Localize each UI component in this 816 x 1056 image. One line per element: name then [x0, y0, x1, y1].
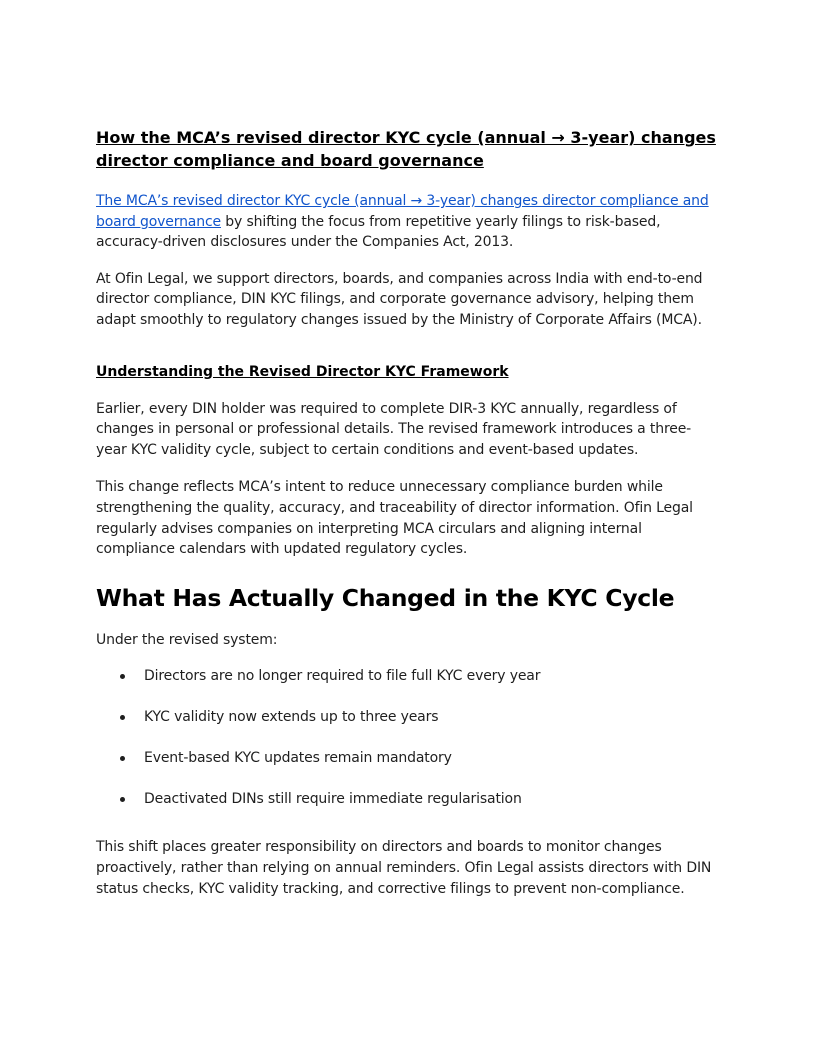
document-title: How the MCA’s revised director KYC cycle (annual → 3-year) changes director compliance and board governance: [96, 128, 716, 170]
list-item-text: Directors are no longer required to file full KYC every year: [144, 668, 541, 685]
kyc-lead-text: Under the revised system:: [96, 631, 278, 648]
section-heading-framework: Understanding the Revised Director KYC Framework: [96, 363, 509, 380]
intro-paragraph: [96, 191, 720, 253]
bullet-icon: [120, 797, 125, 802]
list-item-text: Event-based KYC updates remain mandatory: [144, 750, 452, 767]
bullet-icon: [120, 756, 125, 761]
document-page: [96, 126, 720, 899]
intro-text: by shifting the focus from repetitive yearly filings to risk-based, accuracy-driven disclosures under the Companies Act, 2013.: [96, 213, 661, 251]
framework-paragraph-1: Earlier, every DIN holder was required to complete DIR-3 KYC annually, regardless of changes in personal or professional details. The revised framework introduces a three-year KYC validity cycle, subject to certain conditions and event-based updates.: [96, 400, 692, 458]
bullet-icon: [120, 674, 125, 679]
kyc-changes-list: [96, 666, 720, 809]
closing-paragraph: This shift places greater responsibility on directors and boards to monitor changes proactively, rather than relying on annual reminders. Ofin Legal assists directors with DIN status checks, KYC validity tracking, and corrective filings to prevent non-compliance.: [96, 839, 712, 897]
bullet-icon: [120, 715, 125, 720]
list-item: [96, 789, 720, 809]
list-item-text: Deactivated DINs still require immediate regularisation: [144, 791, 522, 808]
section-heading-kyc-changes: What Has Actually Changed in the KYC Cycle: [96, 583, 675, 612]
ofin-paragraph: At Ofin Legal, we support directors, boards, and companies across India with end-to-end director compliance, DIN KYC filings, and corporate governance advisory, helping them adapt smoothly to regulatory changes issued by the Ministry of Corporate Affairs (MCA).: [96, 270, 703, 328]
framework-paragraph-2: This change reflects MCA’s intent to reduce unnecessary compliance burden while strengthening the quality, accuracy, and traceability of director information. Ofin Legal regularly advises companies on interpreting MCA circulars and aligning internal compliance calendars with updated regulatory cycles.: [96, 479, 693, 558]
list-item: [96, 666, 720, 686]
intro-link[interactable]: The MCA’s revised director KYC cycle (annual → 3-year) changes director compliance and board governance: [96, 193, 709, 230]
list-item: [96, 707, 720, 727]
list-item-text: KYC validity now extends up to three years: [144, 709, 439, 726]
list-item: [96, 748, 720, 768]
